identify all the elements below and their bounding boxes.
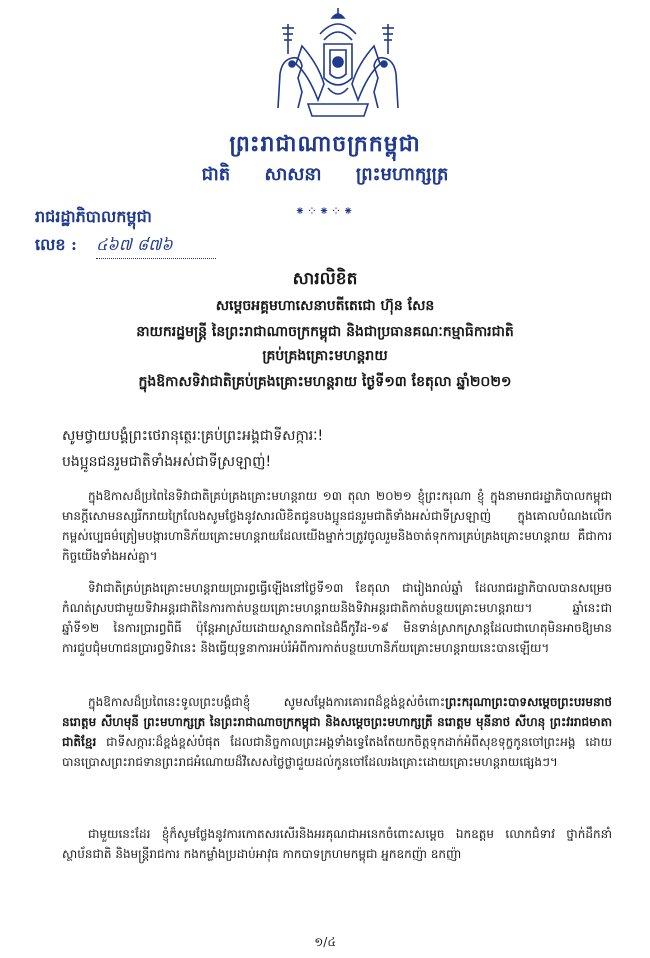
paragraph-3-opening: ក្នុងឱកាសដ៏ប្រពៃនេះទូលព្រះបង្គំជាខ្ញុំ សូមសម្តែងការគោរពដ៏ខ្ពង់ខ្ពស់ចំពោះ bbox=[88, 695, 446, 709]
page-number: ១/៤ bbox=[314, 935, 336, 949]
reference-label: លេខ : bbox=[35, 235, 77, 254]
author-position: នាយករដ្ឋមន្ត្រី នៃព្រះរាជាណាចក្រកម្ពុជា និងជាប្រធានគណៈកម្មាធិការជាតិ bbox=[136, 324, 514, 340]
salutation-compatriots: បងប្អូនជនរួមជាតិទាំងអស់ជាទីស្រឡាញ់! bbox=[62, 454, 272, 470]
paragraph-3-closing: ជាទីសក្ការៈដ៏ខ្ពង់ខ្ពស់បំផុត ដែលជានិច្ចកាលព្រះអង្គទាំងទ្វេតែងតែយកចិត្តទុកដាក់អំពីសុខទុក្ខកូនចៅព្រះអង្គ ដោយបានប្រោសព្រះរាជទានព្រះរាជអំណោយដ៏វិសេសថ្លៃថ្លាជួយដល់កូនចៅដែលរងគ្រោះដោយគ្រោះមហន្តរាយផ្សេងៗ។ bbox=[62, 735, 612, 769]
national-motto bbox=[0, 162, 650, 189]
document-title: សារលិខិត bbox=[292, 269, 358, 289]
motto-king: ព្រះមហាក្សត្រ bbox=[355, 164, 449, 185]
occasion-line: ក្នុងឱកាសទិវាជាតិគ្រប់គ្រងគ្រោះមហន្តរាយ ថ្ងៃទី១៣ ខែតុលា ឆ្នាំ២០២១ bbox=[138, 374, 512, 390]
body-paragraph-4: ជាមួយនេះដែរ ខ្ញុំក៏សូមថ្លែងនូវការកោតសរសើរនិងអរគុណជាអនេកចំពោះសម្តេច ឯកឧត្តម លោកជំទាវ ថ្នាក់ដឹកនាំស្ថាប័នជាតិ និងមន្ត្រីរាជការ កងកម្លាំងប្រដាប់អាវុធ កាកបាទក្រហមកម្ពុជា អ្នកឧកញ៉ា ឧកញ៉ា bbox=[62, 827, 612, 861]
motto-religion: សាសនា bbox=[264, 164, 322, 185]
kingdom-name: ព្រះរាជាណាចក្រកម្ពុជា bbox=[229, 131, 421, 157]
motto-nation: ជាតិ bbox=[201, 164, 231, 185]
header-ornament: ⁕⁘⁕⁘⁕ bbox=[294, 204, 356, 218]
royal-names: ព្រះករុណាព្រះបាទសម្តេចព្រះបរមនាថ នរោត្តម សីហមុនី ព្រះមហាក្សត្រ នៃព្រះរាជាណាចក្រកម្ពុជា និងសម្តេចព្រះមហាក្សត្រី នរោត្តម មុនីនាថ សីហនុ ព្រះវររាជមាតាជាតិខ្មែរ bbox=[62, 695, 612, 749]
body-paragraph-2: ទិវាជាតិគ្រប់គ្រងគ្រោះមហន្តរាយប្រារព្ធធ្វើឡើងនៅថ្ងៃទី១៣ ខែតុលា ជារៀងរាល់ឆ្នាំ ដែលរាជរដ្ឋាភិបាលបានសម្រេចកំណត់ស្របជាមួយទិវាអន្តរជាតិនៃការកាត់បន្ថយគ្រោះមហន្តរាយនិងទិវាអន្តរជាតិកាត់បន្ថយគ្រោះមហន្តរាយ។ ឆ្នាំនេះជាឆ្នាំទី១២ នៃការប្រារព្ធពិធី ប៉ុន្តែអាស្រ័យដោយស្ថានភាពនៃជំងឺកូវីដ-១៩ មិនទាន់ស្រាកស្រាន្តដែលជាហេតុមិនអាចឱ្យមានការជួបជុំមហាជនប្រារព្ធទិវានេះ និងធ្វើយុទ្ធនាការអប់រំអំពីការកាត់បន្ថយហានិភ័យគ្រោះមហន្តរាយនេះបានឡើយ។ bbox=[62, 581, 612, 655]
reference-value: ៤៦៧ ៨៧៦ bbox=[96, 234, 216, 259]
issuing-government: រាជរដ្ឋាភិបាលកម្ពុជា bbox=[35, 207, 152, 226]
reference-number bbox=[35, 234, 216, 259]
author-name: សម្តេចអគ្គមហាសេនាបតីតេជោ ហ៊ុន សែន bbox=[215, 298, 435, 314]
body-paragraph-3 bbox=[62, 692, 612, 772]
body-paragraph-1: ក្នុងឱកាសដ៏ប្រពៃនៃទិវាជាតិគ្រប់គ្រងគ្រោះមហន្តរាយ ១៣ តុលា ២០២១ ខ្ញុំព្រះករុណា ខ្ញុំ ក្នុងនាមរាជរដ្ឋាភិបាលកម្ពុជា មានក្តីសោមនស្សរីករាយក្រៃលែងសូមថ្លែងនូវសារលិខិតជូនបងប្អូនជនរួមជាតិទាំងអស់ជាទីស្រឡាញ់ ក្នុងគោលបំណងលើកកម្ពស់ប្បេធម៌ត្រៀមបង្ការហានិភ័យគ្រោះមហន្តរាយដែលយើងម្នាក់ៗត្រូវចូលរួមនិងចាត់ទុកការគ្រប់គ្រងគ្រោះមហន្តរាយ គឺជាការកិច្ចយើងទាំងអស់គ្នា។ bbox=[62, 489, 612, 563]
royal-coat-of-arms-emblem bbox=[268, 4, 408, 122]
salutation-monks: សូមថ្វាយបង្គំព្រះថេរានុត្ថេរៈគ្រប់ព្រះអង្គជាទីសក្ការៈ! bbox=[62, 428, 324, 444]
author-committee: គ្រប់គ្រងគ្រោះមហន្តរាយ bbox=[262, 348, 388, 364]
